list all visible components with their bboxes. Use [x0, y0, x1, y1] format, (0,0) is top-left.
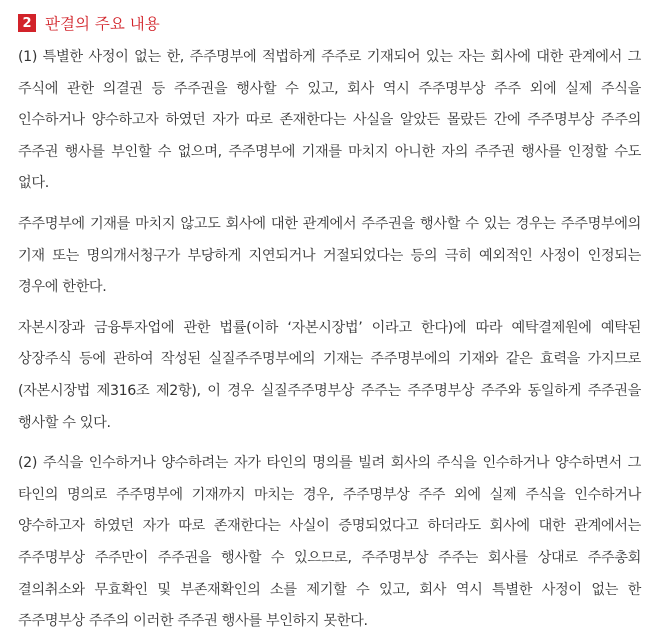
- section-number-badge: 2: [18, 14, 36, 32]
- section-heading: [18, 12, 641, 34]
- paragraph-4: (2) 주식을 인수하거나 양수하려는 자가 타인의 명의를 빌려 회사의 주식을 인수하거나 양수하면서 그 타인의 명의로 주주명부에 기재까지 마치는 경우, 주주명부상 주주 외에 실제 주식을 인수하거나 양수하고자 하였던 자가 따로 존재한다는 사실이 증명되었다고 하더라도 회사에 대한 관계에서는 주주명부상 주주만이 주주권을 행사할 수 있으므로, 주주명부상 주주는 회사를 상대로 주주총회 결의취소와 무효확인 및 부존재확인의 소를 제기할 수 있고, 회사 역시 특별한 사정이 없는 한 주주명부상 주주의 이러한 주주권 행사를 부인하지 못한다.: [18, 455, 641, 630]
- paragraph-1: (1) 특별한 사정이 없는 한, 주주명부에 적법하게 주주로 기재되어 있는 자는 회사에 대한 관계에서 그 주식에 관한 의결권 등 주주권을 행사할 수 있고, 회사 역시 주주명부상 주주 외에 실제 주식을 인수하거나 양수하고자 하였던 자가 따로 존재한다는 사실을 알았든 몰랐든 간에 주주명부상 주주의 주주권 행사를 부인할 수 없으며, 주주명부에 기재를 마치지 아니한 자의 주주권 행사를 인정할 수도 없다.: [18, 49, 642, 192]
- paragraph-2: 주주명부에 기재를 마치지 않고도 회사에 대한 관계에서 주주권을 행사할 수 있는 경우는 주주명부에의 기재 또는 명의개서청구가 부당하게 지연되거나 거절되었다는 등의 극히 예외적인 사정이 인정되는 경우에 한한다.: [18, 215, 641, 296]
- section-title: 판결의 주요 내용: [45, 15, 160, 33]
- paragraph-3: 자본시장과 금융투자업에 관한 법률(이하 ‘자본시장법’ 이라고 한다)에 따라 예탁결제원에 예탁된 상장주식 등에 관하여 작성된 실질주주명부에의 기재는 주주명부에의 기재와 같은 효력을 가지므로(자본시장법 제316조 제2항), 이 경우 실질주주명부상 주주는 주주명부상 주주와 동일하게 주주권을 행사할 수 있다.: [18, 319, 641, 431]
